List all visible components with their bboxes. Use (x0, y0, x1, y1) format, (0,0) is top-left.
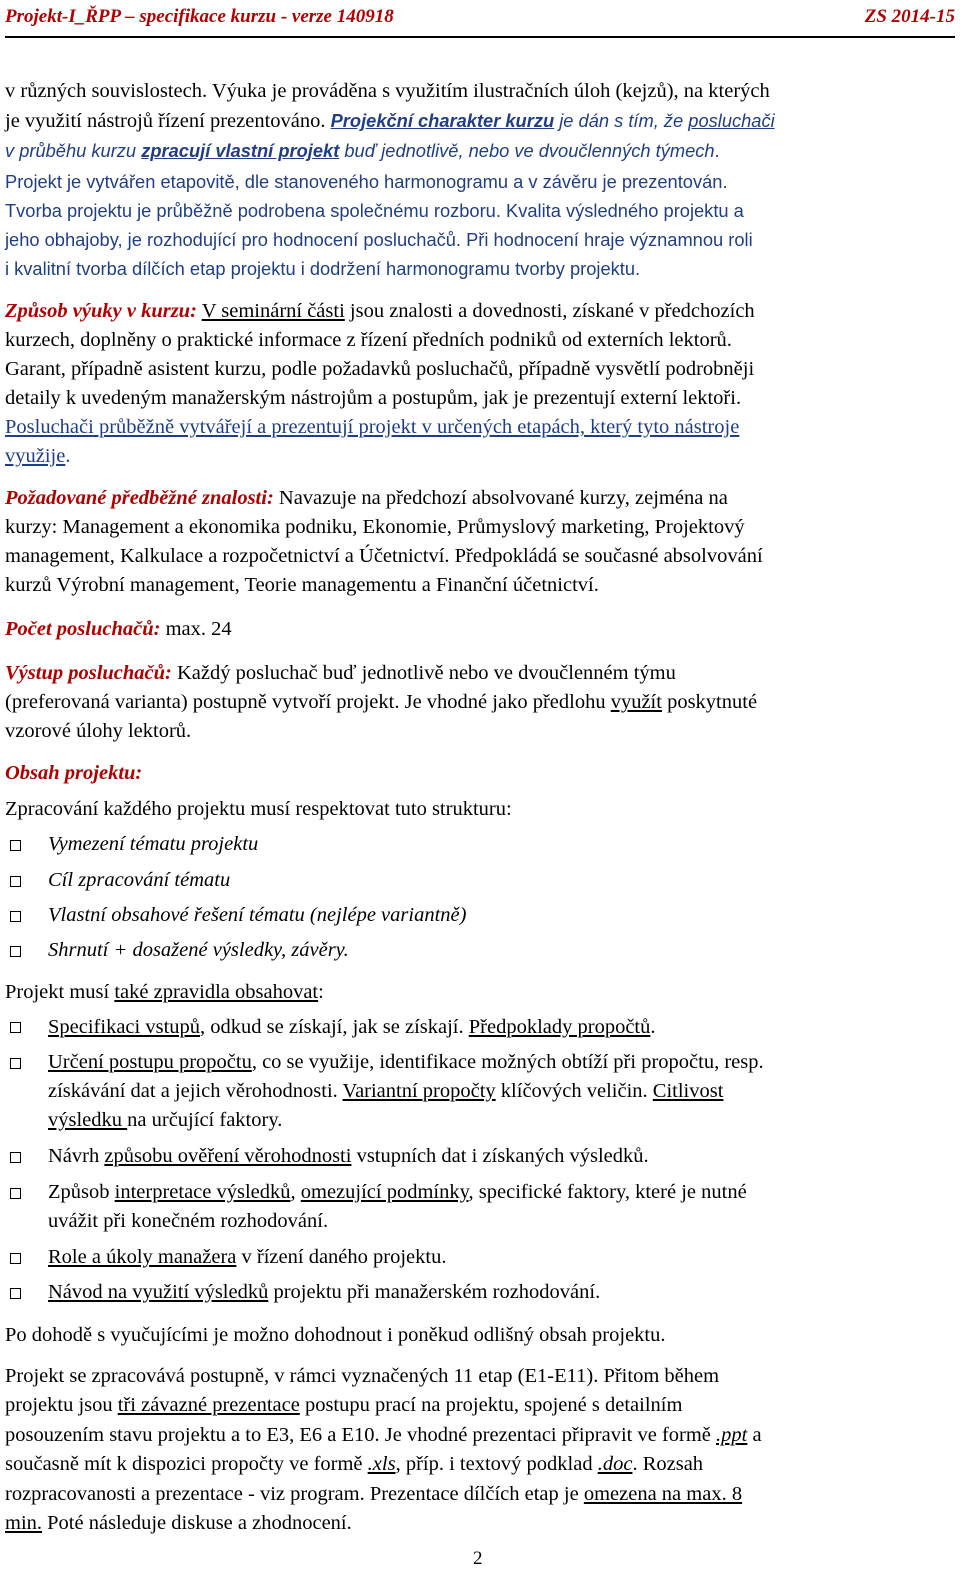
obsah-intro: Zpracování každého projektu musí respektovat tuto strukturu: (5, 798, 512, 820)
checkbox-bullet-icon (10, 1152, 21, 1163)
take-zpravidla-line: Projekt musí také zpravidla obsahovat: (5, 981, 324, 1003)
pozadovane-line-3: management, Kalkulace a rozpočetnictví a Účetnictví. Předpokládá se současné absolvování (5, 545, 763, 567)
checkbox-bullet-icon (10, 840, 21, 851)
requirement-item-3: Návrh způsobu ověření věrohodnosti vstupních dat i získaných výsledků. (48, 1145, 649, 1167)
intro-line-7: i kvalitní tvorba dílčích etap projektu i dodržení harmonogramu tvorby projektu. (5, 258, 641, 279)
zpusob-line-1: Způsob výuky v kurzu: V seminární části jsou znalosti a dovednosti, získané v předchozích (5, 300, 755, 322)
zpusob-line-4: detaily k uvedeným manažerským nástrojům a postupům, jak je prezentují externí lektoři. (5, 387, 742, 409)
checkbox-bullet-icon (10, 1188, 21, 1199)
obsah-label: Obsah projektu: (5, 762, 143, 784)
pocet-label: Počet posluchačů: (5, 618, 161, 640)
page-number: 2 (473, 1548, 483, 1569)
checkbox-bullet-icon (10, 1288, 21, 1299)
pocet-line: Počet posluchačů: max. 24 (5, 618, 232, 640)
intro-line-1: v různých souvislostech. Výuka je prováděna s využitím ilustračních úloh (kejzů), na kterých (5, 80, 770, 102)
pozadovane-line-2: kurzy: Management a ekonomika podniku, Ekonomie, Průmyslový marketing, Projektový (5, 516, 745, 538)
dohoda-line: Po dohodě s vyučujícími je možno dohodnout i poněkud odlišný obsah projektu. (5, 1324, 666, 1346)
vystup-line-3: vzorové úlohy lektorů. (5, 720, 192, 742)
checkbox-bullet-icon (10, 1058, 21, 1069)
obsah-item: Vymezení tématu projektu (48, 833, 259, 855)
etapy-line-6: min. Poté následuje diskuse a zhodnocení. (5, 1512, 352, 1534)
intro-line-5: Tvorba projektu je průběžně podrobena společnému rozboru. Kvalita výsledného projektu a (5, 200, 744, 221)
page-header (5, 0, 955, 38)
vystup-label: Výstup posluchačů: (5, 662, 172, 684)
requirement-item-4-line-2: uvážit při konečném rozhodování. (48, 1210, 329, 1232)
zpusob-line-5: Posluchači průběžně vytvářejí a prezentují projekt v určených etapách, který tyto nástroje (5, 416, 740, 438)
requirement-item-2-line-2: získávání dat a jejich věrohodnosti. Variantní propočty klíčových veličin. Citlivost (48, 1080, 724, 1102)
zpusob-label: Způsob výuky v kurzu: (5, 300, 197, 322)
requirement-item-1: Specifikaci vstupů, odkud se získají, jak se získají. Předpoklady propočtů. (48, 1016, 656, 1038)
requirement-item-5: Role a úkoly manažera v řízení daného projektu. (48, 1246, 447, 1268)
pozadovane-line-1: Požadované předběžné znalosti: Navazuje na předchozí absolvované kurzy, zejména na (5, 487, 728, 509)
intro-line-4: Projekt je vytvářen etapovitě, dle stanoveného harmonogramu a v závěru je prezentován. (5, 171, 728, 192)
etapy-line-4: současně mít k dispozici propočty ve formě .xls, příp. i textový podklad .doc. Rozsah (5, 1453, 704, 1475)
intro-line-6: jeho obhajoby, je rozhodující pro hodnocení posluchačů. Při hodnocení hraje významnou roli (5, 229, 753, 250)
pozadovane-line-4: kurzů Výrobní management, Teorie managementu a Finanční účetnictví. (5, 574, 599, 596)
zpusob-line-6: využije. (5, 445, 71, 467)
header-semester: ZS 2014-15 (864, 6, 955, 27)
checkbox-bullet-icon (10, 911, 21, 922)
checkbox-bullet-icon (10, 1022, 21, 1033)
vystup-line-1: Výstup posluchačů: Každý posluchač buď jednotlivě nebo ve dvoučlenném týmu (5, 662, 676, 684)
pozadovane-label: Požadované předběžné znalosti: (5, 487, 274, 509)
etapy-line-1: Projekt se zpracovává postupně, v rámci vyznačených 11 etap (E1-E11). Přitom během (5, 1365, 720, 1387)
obsah-item: Cíl zpracování tématu (48, 869, 231, 891)
zpusob-line-2: kurzech, doplněny o praktické informace z řízení předních podniků od externích lektorů. (5, 329, 732, 351)
requirement-item-6: Návod na využití výsledků projektu při manažerském rozhodování. (48, 1281, 601, 1303)
etapy-line-5: rozpracovanosti a prezentace - viz program. Prezentace dílčích etap je omezena na max. 8 (5, 1483, 743, 1505)
requirement-item-4: Způsob interpretace výsledků, omezující podmínky, specifické faktory, které je nutné (48, 1181, 747, 1203)
checkbox-bullet-icon (10, 1253, 21, 1264)
intro-line-2: je využití nástrojů řízení prezentováno. Projekční charakter kurzu je dán s tím, že posluchači (5, 110, 775, 132)
requirement-item-2-line-3: výsledku na určující faktory. (48, 1109, 283, 1131)
obsah-item: Shrnutí + dosažené výsledky, závěry. (48, 939, 349, 961)
vystup-line-2: (preferovaná varianta) postupně vytvoří projekt. Je vhodné jako předlohu využít poskytnuté (5, 691, 758, 713)
header-title: Projekt-I_ŘPP – specifikace kurzu - verze 140918 (5, 6, 394, 27)
obsah-item: Vlastní obsahové řešení tématu (nejlépe variantně) (48, 904, 467, 926)
etapy-line-3: posouzením stavu projektu a to E3, E6 a E10. Je vhodné prezentaci připravit ve formě .ppt a (5, 1424, 762, 1446)
checkbox-bullet-icon (10, 946, 21, 957)
checkbox-bullet-icon (10, 876, 21, 887)
etapy-line-2: projektu jsou tři závazné prezentace postupu prací na projektu, spojené s detailním (5, 1394, 683, 1416)
zpusob-line-3: Garant, případně asistent kurzu, podle požadavků posluchačů, případně vysvětlí podrobněji (5, 358, 755, 380)
projekcni-charakter-text: Projekční charakter kurzu (330, 110, 555, 131)
requirement-item-2: Určení postupu propočtu, co se využije, identifikace možných obtíží při propočtu, resp. (48, 1051, 764, 1073)
intro-line-3: v průběhu kurzu zpracují vlastní projekt buď jednotlivě, nebo ve dvoučlenných týmech. (5, 140, 720, 161)
